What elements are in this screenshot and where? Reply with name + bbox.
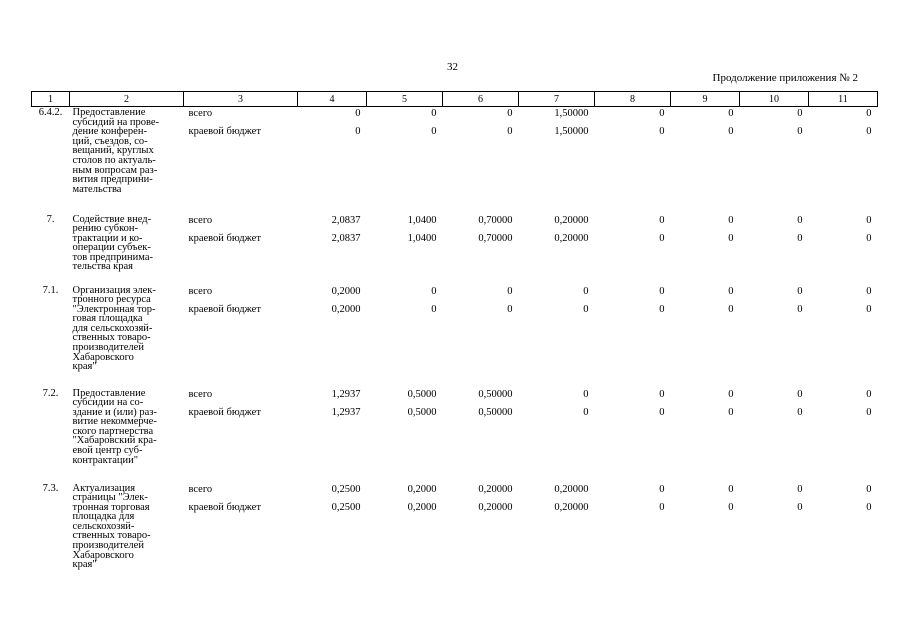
value: 0,20000 [554, 232, 589, 244]
value: 0 [659, 108, 665, 119]
value-cell [298, 107, 367, 214]
column-header: 10 [740, 92, 809, 107]
value: 0,2500 [331, 483, 361, 495]
value: 0,2000 [407, 501, 437, 513]
column-header: 6 [443, 92, 519, 107]
value-cell [809, 285, 878, 388]
value-cell [671, 107, 740, 214]
value: 0 [728, 406, 734, 418]
value: 0 [431, 303, 437, 315]
value: 1,2937 [331, 388, 361, 400]
value: 0 [866, 214, 872, 226]
value: 0 [728, 214, 734, 226]
value: 0 [728, 285, 734, 297]
funding-source-cell [184, 214, 298, 285]
row-description: Содействие внед- рению субкон- трактации и ко- операции субъек- тов предпринима- тельства края [72, 213, 153, 273]
funding-source: краевой бюджет [188, 501, 261, 513]
value-cell [298, 388, 367, 483]
value-cell [809, 483, 878, 583]
value-cell [367, 285, 443, 388]
appendix-continuation-note: Продолжение приложения № 2 [712, 72, 858, 84]
value: 0,2000 [331, 285, 361, 297]
value: 0 [797, 214, 803, 226]
table-row [32, 285, 878, 388]
value: 0 [797, 406, 803, 418]
value: 0 [507, 126, 513, 137]
value: 0,20000 [554, 214, 589, 226]
value-cell [367, 388, 443, 483]
value: 0 [797, 303, 803, 315]
column-header: 4 [298, 92, 367, 107]
value: 0 [507, 285, 513, 297]
table-row [32, 107, 878, 214]
column-header: 5 [367, 92, 443, 107]
value-cell [595, 483, 671, 583]
funding-source: краевой бюджет [188, 232, 261, 244]
value-cell [595, 214, 671, 285]
page-number: 32 [447, 61, 458, 73]
value-cell [443, 483, 519, 583]
value: 0 [583, 303, 589, 315]
value: 0,70000 [478, 214, 513, 226]
value: 1,0400 [407, 232, 437, 244]
value-cell [740, 285, 809, 388]
value: 0 [797, 483, 803, 495]
row-number: 7.1. [42, 284, 59, 296]
value: 0 [507, 108, 513, 119]
value-cell [809, 214, 878, 285]
value-cell [595, 107, 671, 214]
value-cell [671, 483, 740, 583]
value: 1,50000 [554, 108, 589, 119]
funding-source: краевой бюджет [188, 126, 261, 137]
value: 0 [728, 303, 734, 315]
value: 0 [659, 214, 665, 226]
budget-table [31, 91, 878, 583]
column-header: 1 [32, 92, 70, 107]
value: 0 [659, 303, 665, 315]
funding-source: всего [188, 285, 213, 297]
value-cell [443, 388, 519, 483]
value: 0 [659, 388, 665, 400]
value: 0 [797, 501, 803, 513]
value-cell [595, 285, 671, 388]
value-cell [519, 388, 595, 483]
value: 0 [583, 388, 589, 400]
value-cell [298, 214, 367, 285]
table-row [32, 483, 878, 583]
value: 0 [507, 303, 513, 315]
value: 2,0837 [331, 214, 361, 226]
value: 0 [728, 501, 734, 513]
value: 0 [728, 126, 734, 137]
row-description: Актуализация страницы "Элек- тронная торговая площадка для сельскохозяй- ственных товаро- производителей Хабаровского края" [72, 482, 151, 571]
column-header: 7 [519, 92, 595, 107]
column-header: 3 [184, 92, 298, 107]
value: 0 [797, 126, 803, 137]
value: 0 [431, 126, 437, 137]
value: 0 [866, 388, 872, 400]
funding-source: всего [188, 214, 213, 226]
value: 0 [866, 303, 872, 315]
funding-source: всего [188, 108, 213, 119]
value: 0 [728, 232, 734, 244]
value: 0,5000 [407, 388, 437, 400]
value: 0 [797, 388, 803, 400]
column-header: 9 [671, 92, 740, 107]
value: 0 [583, 406, 589, 418]
value: 0 [797, 108, 803, 119]
value-cell [298, 285, 367, 388]
value-cell [367, 483, 443, 583]
value: 0 [659, 232, 665, 244]
funding-source: краевой бюджет [188, 406, 261, 418]
row-number: 7. [46, 213, 55, 225]
value: 0,50000 [478, 388, 513, 400]
value-cell [443, 107, 519, 214]
value-cell [740, 214, 809, 285]
value: 0 [659, 126, 665, 137]
value: 0 [431, 285, 437, 297]
value-cell [671, 285, 740, 388]
value: 0 [866, 126, 872, 137]
value: 1,50000 [554, 126, 589, 137]
funding-source: всего [188, 483, 213, 495]
value: 0,20000 [554, 483, 589, 495]
column-header: 8 [595, 92, 671, 107]
value: 0,2500 [331, 501, 361, 513]
column-header: 2 [70, 92, 184, 107]
value: 0 [866, 108, 872, 119]
value: 0 [659, 483, 665, 495]
value-cell [809, 388, 878, 483]
value: 1,0400 [407, 214, 437, 226]
value: 0,20000 [554, 501, 589, 513]
funding-source-cell [184, 285, 298, 388]
value: 1,2937 [331, 406, 361, 418]
value-cell [519, 107, 595, 214]
row-description: Предоставление субсидии на со- здание и (или) раз- витие некоммерче- ского партнерства "Хабаровский кра- евой центр суб- контрактации" [72, 387, 157, 466]
funding-source-cell [184, 483, 298, 583]
row-number: 7.3. [42, 482, 59, 494]
value: 0,20000 [478, 501, 513, 513]
funding-source: всего [188, 388, 213, 400]
value: 0 [866, 232, 872, 244]
value: 0 [659, 406, 665, 418]
value-cell [809, 107, 878, 214]
value: 0 [355, 126, 361, 137]
funding-source: краевой бюджет [188, 303, 261, 315]
value: 0,2000 [407, 483, 437, 495]
value: 0 [728, 388, 734, 400]
header-row [32, 92, 878, 107]
value: 0 [866, 406, 872, 418]
column-header: 11 [809, 92, 878, 107]
value-cell [443, 285, 519, 388]
value: 0,70000 [478, 232, 513, 244]
value: 0 [583, 285, 589, 297]
value-cell [519, 214, 595, 285]
value-cell [519, 483, 595, 583]
value: 0 [355, 108, 361, 119]
row-number: 6.4.2. [38, 107, 63, 118]
value-cell [443, 214, 519, 285]
value: 0,2000 [331, 303, 361, 315]
table-body [32, 107, 878, 583]
funding-source-cell [184, 107, 298, 214]
value-cell [519, 285, 595, 388]
value-cell [298, 483, 367, 583]
value: 0,50000 [478, 406, 513, 418]
row-description: Предоставление субсидий на прове- дение конферен- ций, съездов, со- вещаний, круглых столов по актуаль- ным вопросам раз- вития предприни- мательства [72, 107, 160, 195]
value-cell [740, 483, 809, 583]
table-row [32, 388, 878, 483]
value-cell [671, 388, 740, 483]
value: 0 [728, 483, 734, 495]
table-row [32, 214, 878, 285]
value-cell [367, 214, 443, 285]
value-cell [367, 107, 443, 214]
value: 0 [728, 108, 734, 119]
value: 0 [797, 232, 803, 244]
value: 0 [866, 285, 872, 297]
value: 0 [866, 501, 872, 513]
value: 0 [659, 501, 665, 513]
value: 2,0837 [331, 232, 361, 244]
funding-source-cell [184, 388, 298, 483]
value-cell [671, 214, 740, 285]
value: 0 [431, 108, 437, 119]
row-number: 7.2. [42, 387, 59, 399]
value-cell [740, 388, 809, 483]
value: 0 [797, 285, 803, 297]
value-cell [595, 388, 671, 483]
value: 0 [866, 483, 872, 495]
row-description: Организация элек- тронного ресурса "Электронная тор- говая площадка для сельскохозяй- ственных товаро- производителей Хабаровского края" [72, 284, 156, 373]
value-cell [740, 107, 809, 214]
value: 0,20000 [478, 483, 513, 495]
value: 0,5000 [407, 406, 437, 418]
value: 0 [659, 285, 665, 297]
